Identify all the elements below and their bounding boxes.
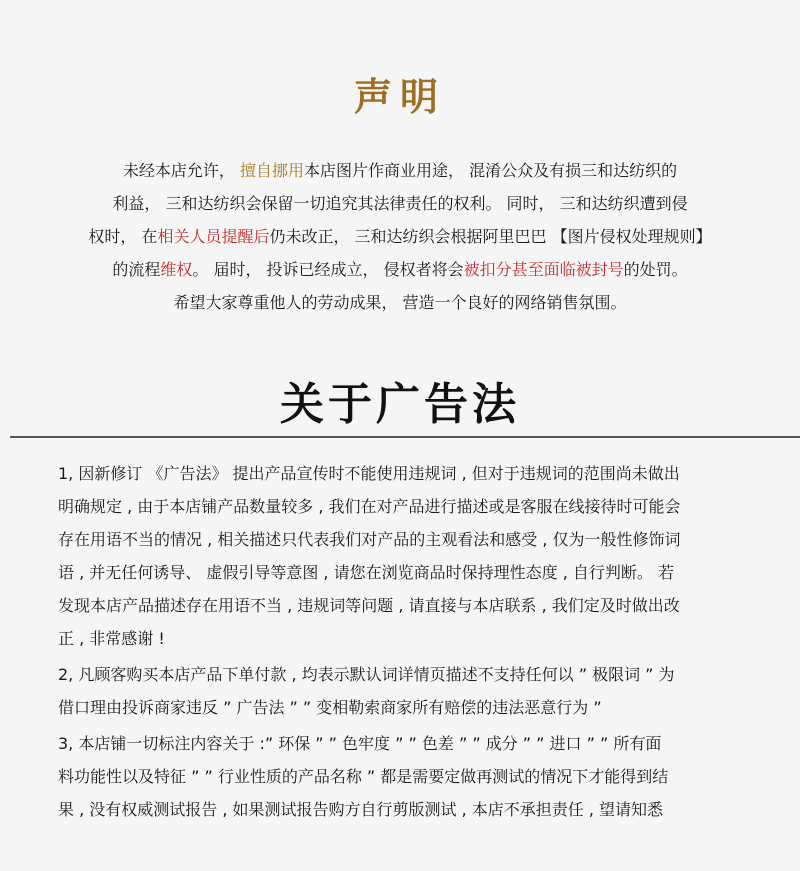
declaration-text: 希望大家尊重他人的劳动成果， 营造一个良好的网络销售氛围。 xyxy=(173,293,627,312)
declaration-text: 。 届时， 投诉已经成立， 侵权者将会 xyxy=(192,260,464,279)
declaration-text: 的流程 xyxy=(112,260,161,279)
declaration-text: 权时， 在 xyxy=(88,227,158,246)
ad-law-line: 明确规定 , 由于本店铺产品数量较多 , 我们在对产品进行描述或是客服在线接待时可能会 xyxy=(58,497,681,516)
declaration-text: 的处罚。 xyxy=(623,260,688,279)
highlight-text: 被扣分甚至面临被封号 xyxy=(463,260,624,279)
ad-law-line: 正 , 非常感谢 ! xyxy=(58,629,165,648)
ad-law-line: 发现本店产品描述存在用语不当 , 违规词等问题 , 请直接与本店联系 , 我们定及时做出改 xyxy=(58,596,680,615)
declaration-title: 声明 xyxy=(353,75,446,119)
declaration-line xyxy=(40,187,760,220)
section-divider xyxy=(10,436,800,438)
ad-law-line: 借口理由投诉商家违反 ” 广告法 ” ” 变相勒索商家所有赔偿的违法恶意行为 ” xyxy=(58,698,602,717)
declaration-text: 未经本店允许， xyxy=(122,161,240,180)
highlight-text: 擅自挪用 xyxy=(239,161,304,180)
ad-law-title: 关于广告法 xyxy=(280,379,520,430)
ad-law-line: 3, 本店铺一切标注内容关于 :” 环保 ” ” 色牢度 ” ” 色差 ” ” 成分 ” ” 进口 ” ” 所有面 xyxy=(58,734,662,753)
ad-law-line: 2, 凡顾客购买本店产品下单付款 , 均表示默认词详情页描述不支持任何以 ” 极限词 ” 为 xyxy=(58,665,675,684)
ad-law-line: 1, 因新修订 《广告法》 提出产品宣传时不能使用违规词 , 但对于违规词的范围尚未做出 xyxy=(58,464,680,483)
declaration-text: 仍未改正， 三和达纺织会根据阿里巴巴 【图片侵权处理规则】 xyxy=(269,227,712,246)
highlight-text: 相关人员提醒后 xyxy=(157,227,270,246)
declaration-text: 本店图片作商业用途， 混淆公众及有损三和达纺织的 xyxy=(304,161,678,180)
declaration-text: 利益， 三和达纺织会保留一切追究其法律责任的权利。 同时， 三和达纺织遭到侵 xyxy=(112,194,688,213)
ad-law-line: 存在用语不当的情况 , 相关描述只代表我们对产品的主观看法和感受 , 仅为一般性修饰词 xyxy=(58,530,681,549)
ad-law-line: 语 , 并无任何诱导、 虚假引导等意图 , 请您在浏览商品时保持理性态度 , 自行判断。 若 xyxy=(58,563,674,582)
declaration-line xyxy=(40,154,760,187)
declaration-body xyxy=(40,154,760,319)
ad-law-line: 料功能性以及特征 ” ” 行业性质的产品名称 ” 都是需要定做再测试的情况下才能得到结 xyxy=(58,767,669,786)
ad-law-line: 果 , 没有权威测试报告 , 如果测试报告购方自行剪版测试 , 本店不承担责任 , 望请知悉 xyxy=(58,800,664,819)
declaration-line xyxy=(40,253,760,286)
ad-law-body xyxy=(58,457,758,826)
declaration-line xyxy=(40,220,760,253)
highlight-text: 维权 xyxy=(160,260,193,279)
declaration-line xyxy=(40,286,760,319)
